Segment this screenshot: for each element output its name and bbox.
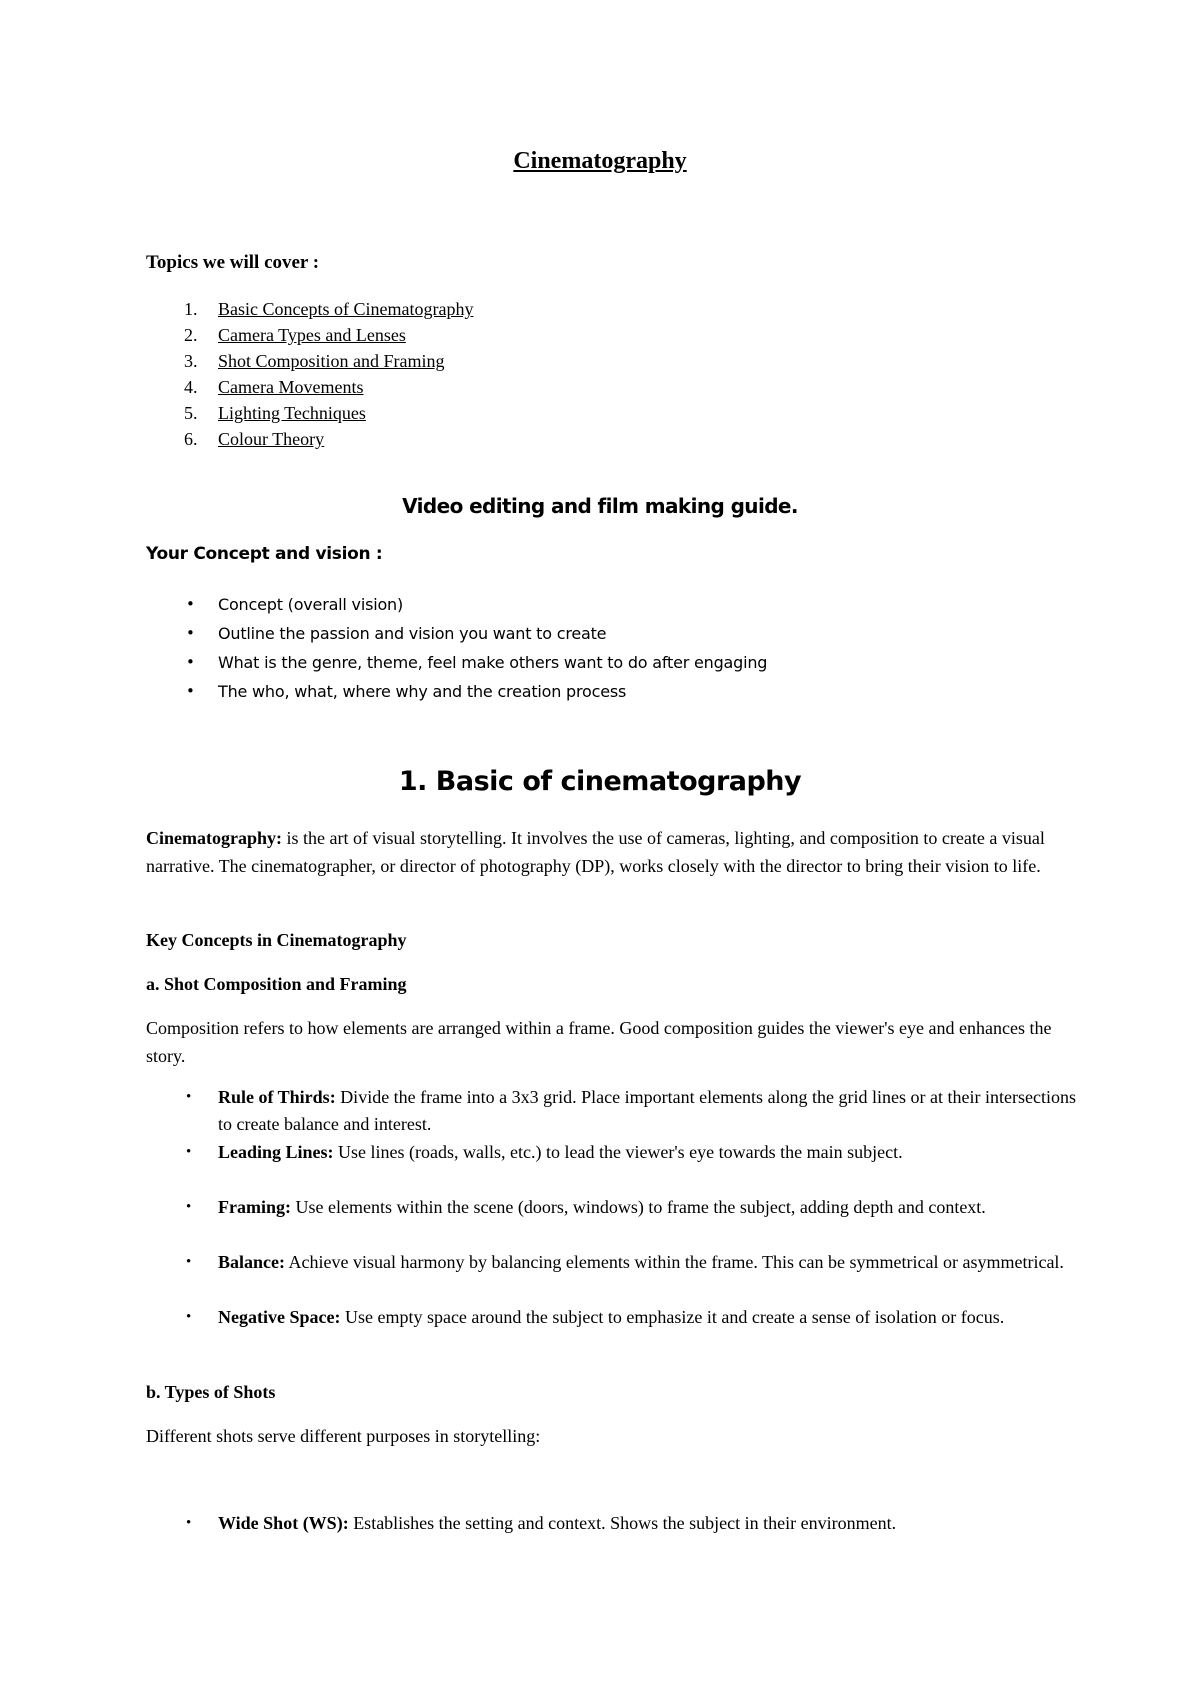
- bullet-icon: •: [186, 1089, 192, 1105]
- technique-text: Divide the frame into a 3x3 grid. Place important elements along the grid lines or at their intersections to create balance and interest.: [218, 1087, 1076, 1134]
- topics-heading: Topics we will cover :: [146, 252, 320, 273]
- types-paragraph: Different shots serve different purposes in storytelling:: [146, 1426, 541, 1446]
- bullet-icon: •: [186, 595, 195, 613]
- topic-number: 2.: [184, 325, 198, 345]
- list-item: [146, 1084, 1086, 1139]
- technique-term: Leading Lines:: [218, 1142, 334, 1162]
- technique-text: Use lines (roads, walls, etc.) to lead the viewer's eye towards the main subject.: [333, 1142, 903, 1162]
- bullet-icon: •: [186, 1515, 192, 1531]
- vision-list: [146, 590, 767, 706]
- topic-item[interactable]: [146, 322, 473, 348]
- topic-item[interactable]: [146, 426, 473, 452]
- shot-term: Wide Shot (WS):: [218, 1513, 349, 1533]
- technique-term: Framing:: [218, 1197, 291, 1217]
- topic-item[interactable]: [146, 348, 473, 374]
- topic-link-camera-types[interactable]: Camera Types and Lenses: [218, 325, 406, 345]
- list-item: [146, 1249, 1086, 1304]
- bullet-icon: •: [186, 1309, 192, 1325]
- bullet-icon: •: [186, 1144, 192, 1160]
- list-item-text: Concept (overall vision): [218, 595, 404, 614]
- technique-text: Use elements within the scene (doors, windows) to frame the subject, adding depth and context.: [290, 1197, 986, 1217]
- topic-number: 1.: [184, 299, 198, 319]
- topics-list: [146, 296, 473, 452]
- topic-link-camera-movements[interactable]: Camera Movements: [218, 377, 364, 397]
- topic-link-colour-theory[interactable]: Colour Theory: [218, 429, 325, 449]
- bullet-icon: •: [186, 682, 195, 700]
- shot-types-list: [146, 1510, 1086, 1537]
- technique-text: Use empty space around the subject to emphasize it and create a sense of isolation or focus.: [340, 1307, 1005, 1327]
- intro-term: Cinematography:: [146, 828, 282, 848]
- bullet-icon: •: [186, 1254, 192, 1270]
- topic-item[interactable]: [146, 296, 473, 322]
- list-item-text: The who, what, where why and the creation process: [218, 682, 627, 701]
- technique-term: Negative Space:: [218, 1307, 341, 1327]
- subsection-b-heading: b. Types of Shots: [146, 1382, 276, 1402]
- intro-text: is the art of visual storytelling. It involves the use of cameras, lighting, and composition to create a visual narrative. The cinematographer, or director of photography (DP), works closely with the director to bring their vision to life.: [146, 828, 1045, 876]
- technique-term: Rule of Thirds:: [218, 1087, 336, 1107]
- bullet-icon: •: [186, 1199, 192, 1215]
- list-item: [146, 1194, 1086, 1249]
- technique-term: Balance:: [218, 1252, 285, 1272]
- list-item: [146, 619, 767, 648]
- list-item-text: What is the genre, theme, feel make others want to do after engaging: [218, 653, 768, 672]
- bullet-icon: •: [186, 653, 195, 671]
- list-item: [146, 648, 767, 677]
- list-item: [146, 1139, 1086, 1194]
- topic-link-basic-concepts[interactable]: Basic Concepts of Cinematography: [218, 299, 474, 319]
- topic-number: 6.: [184, 429, 198, 449]
- shot-text: Establishes the setting and context. Shows the subject in their environment.: [348, 1513, 897, 1533]
- composition-paragraph: Composition refers to how elements are arranged within a frame. Good composition guides the viewer's eye and enhances the story.: [146, 1018, 1052, 1066]
- document-title: Cinematography: [513, 148, 687, 174]
- intro-paragraph: [146, 824, 1066, 880]
- topic-link-shot-composition[interactable]: Shot Composition and Framing: [218, 351, 445, 371]
- vision-heading: Your Concept and vision :: [146, 544, 383, 564]
- list-item: [146, 590, 767, 619]
- list-item: [146, 1510, 1086, 1537]
- list-item: [146, 677, 767, 706]
- guide-title: Video editing and film making guide.: [402, 494, 798, 518]
- subsection-a-heading: a. Shot Composition and Framing: [146, 974, 407, 994]
- topic-number: 4.: [184, 377, 198, 397]
- topic-number: 3.: [184, 351, 198, 371]
- technique-text: Achieve visual harmony by balancing elements within the frame. This can be symmetrical or asymmetrical.: [285, 1252, 1064, 1272]
- section-heading: 1. Basic of cinematography: [398, 766, 802, 797]
- topic-item[interactable]: [146, 374, 473, 400]
- topic-item[interactable]: [146, 400, 473, 426]
- list-item-text: Outline the passion and vision you want to create: [218, 624, 607, 643]
- key-concepts-heading: Key Concepts in Cinematography: [146, 930, 407, 950]
- topic-link-lighting[interactable]: Lighting Techniques: [218, 403, 366, 423]
- composition-techniques-list: [146, 1084, 1086, 1359]
- bullet-icon: •: [186, 624, 195, 642]
- topic-number: 5.: [184, 403, 198, 423]
- list-item: [146, 1304, 1086, 1359]
